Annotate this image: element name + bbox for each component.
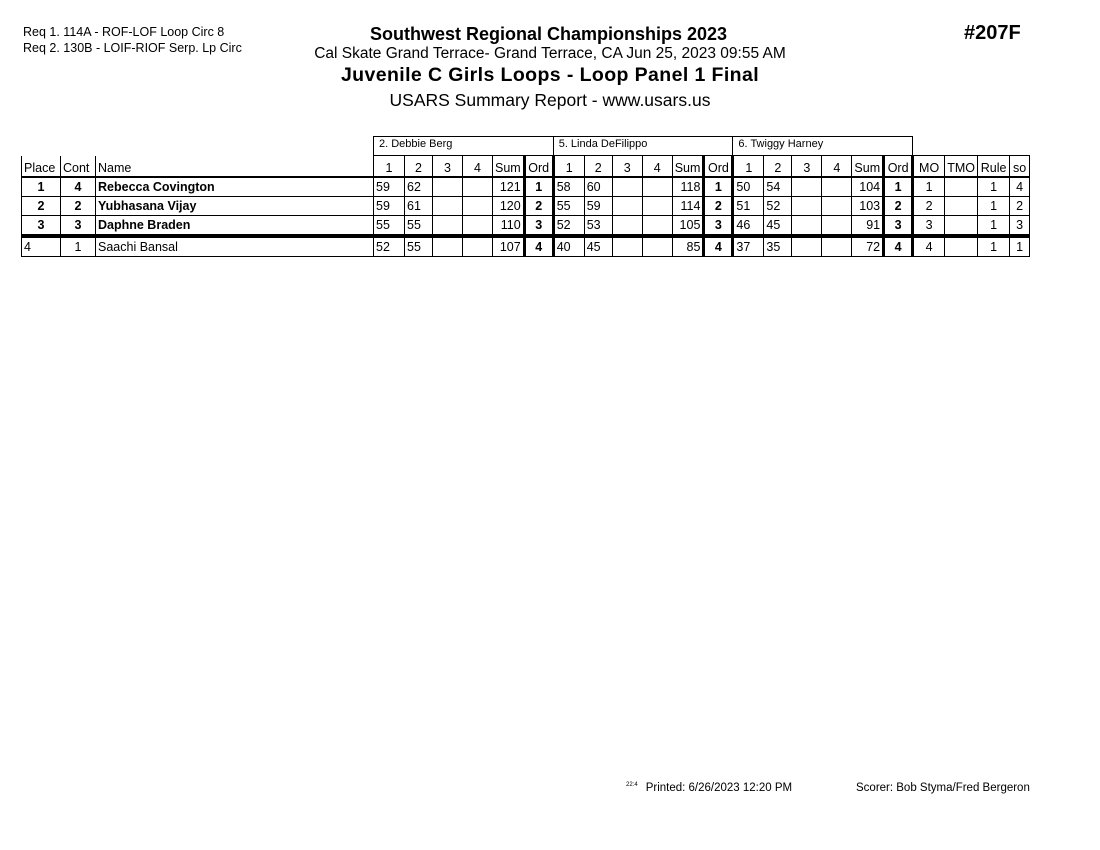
score-cell: [642, 236, 672, 257]
score-column-header: 2: [405, 156, 433, 178]
score-cell: 52: [374, 236, 405, 257]
score-column-header: 1: [733, 156, 764, 178]
score-cell: 55: [405, 236, 433, 257]
score-cell: 54: [764, 177, 792, 197]
ordinal-cell: 2: [704, 197, 733, 216]
name-header: Name: [96, 156, 374, 178]
ordinal-cell: 4: [524, 236, 553, 257]
sum-cell: 107: [493, 236, 525, 257]
tmo-cell: [945, 197, 978, 216]
report-subtitle: USARS Summary Report - www.usars.us: [389, 90, 711, 110]
score-cell: 60: [584, 177, 612, 197]
tail-column-header: so: [1010, 156, 1030, 178]
skater-name-cell: Yubhasana Vijay: [96, 197, 374, 216]
ordinal-cell: 4: [884, 236, 913, 257]
sum-cell: 121: [493, 177, 525, 197]
ordinal-cell: 1: [884, 177, 913, 197]
sum-cell: 118: [672, 177, 704, 197]
ordinal-cell: 2: [524, 197, 553, 216]
score-column-header: 4: [463, 156, 493, 178]
ordinal-cell: 1: [704, 177, 733, 197]
score-column-header: 1: [553, 156, 584, 178]
place-header: Place: [22, 156, 61, 178]
so-cell: 1: [1010, 236, 1030, 257]
score-cell: 50: [733, 177, 764, 197]
score-cell: 62: [405, 177, 433, 197]
judge-header-row: [22, 137, 1030, 156]
score-cell: [433, 216, 463, 237]
score-cell: 45: [764, 216, 792, 237]
score-cell: 35: [764, 236, 792, 257]
score-column-header: 2: [584, 156, 612, 178]
score-cell: [433, 236, 463, 257]
score-cell: 52: [553, 216, 584, 237]
score-cell: [642, 216, 672, 237]
rule-cell: 1: [978, 216, 1010, 237]
tmo-cell: [945, 216, 978, 237]
score-column-header: Sum: [852, 156, 884, 178]
so-cell: 3: [1010, 216, 1030, 237]
score-cell: [822, 216, 852, 237]
score-cell: [612, 236, 642, 257]
place-cell: 3: [22, 216, 61, 237]
table-row: [22, 236, 1030, 257]
requirement-1: Req 1. 114A - ROF-LOF Loop Circ 8: [23, 25, 225, 39]
mo-cell: 3: [913, 216, 945, 237]
score-cell: 53: [584, 216, 612, 237]
blank-cell: [913, 137, 1030, 156]
score-cell: [792, 236, 822, 257]
event-title: Juvenile C Girls Loops - Loop Panel 1 Final: [340, 64, 760, 86]
score-cell: 61: [405, 197, 433, 216]
score-column-header: 3: [612, 156, 642, 178]
score-cell: 51: [733, 197, 764, 216]
venue-line: Cal Skate Grand Terrace- Grand Terrace, CA Jun 25, 2023 09:55 AM: [314, 45, 786, 62]
score-cell: [433, 197, 463, 216]
score-cell: [792, 177, 822, 197]
blank-cell: [22, 137, 374, 156]
place-cell: 4: [22, 236, 61, 257]
score-cell: [433, 177, 463, 197]
ordinal-cell: 4: [704, 236, 733, 257]
score-cell: 37: [733, 236, 764, 257]
score-cell: [642, 197, 672, 216]
score-cell: 55: [553, 197, 584, 216]
score-column-header: 3: [792, 156, 822, 178]
rule-cell: 1: [978, 177, 1010, 197]
score-column-header: Sum: [672, 156, 704, 178]
sum-cell: 72: [852, 236, 884, 257]
score-column-header: Ord: [884, 156, 913, 178]
sum-cell: 114: [672, 197, 704, 216]
table-row: [22, 216, 1030, 237]
score-column-header: 2: [764, 156, 792, 178]
results-table: [21, 136, 1030, 257]
skater-name-cell: Rebecca Covington: [96, 177, 374, 197]
sum-cell: 110: [493, 216, 525, 237]
score-cell: [792, 197, 822, 216]
ordinal-cell: 3: [704, 216, 733, 237]
ordinal-cell: 3: [524, 216, 553, 237]
scorer-info: Scorer: Bob Styma/Fred Bergeron: [856, 782, 1030, 794]
score-column-header: 4: [822, 156, 852, 178]
report-code: 22:4: [626, 782, 638, 788]
score-cell: [612, 197, 642, 216]
printed-info: [626, 782, 792, 794]
cont-cell: 1: [61, 236, 96, 257]
sum-cell: 105: [672, 216, 704, 237]
mo-cell: 2: [913, 197, 945, 216]
score-column-header: 1: [374, 156, 405, 178]
score-cell: [642, 177, 672, 197]
mo-cell: 4: [913, 236, 945, 257]
sum-cell: 91: [852, 216, 884, 237]
score-cell: 45: [584, 236, 612, 257]
score-column-header: Sum: [493, 156, 525, 178]
score-cell: [463, 216, 493, 237]
judge-name: 5. Linda DeFilippo: [553, 137, 733, 156]
judge-name: 6. Twiggy Harney: [733, 137, 913, 156]
score-cell: [612, 216, 642, 237]
score-cell: [792, 216, 822, 237]
score-cell: 59: [374, 177, 405, 197]
table-row: [22, 197, 1030, 216]
score-column-header: Ord: [524, 156, 553, 178]
event-number: #207F: [964, 22, 1021, 44]
score-cell: [463, 197, 493, 216]
cont-cell: 3: [61, 216, 96, 237]
skater-name-cell: Daphne Braden: [96, 216, 374, 237]
score-column-header: 3: [433, 156, 463, 178]
score-cell: 59: [374, 197, 405, 216]
sum-cell: 103: [852, 197, 884, 216]
score-column-header: 4: [642, 156, 672, 178]
score-column-header: Ord: [704, 156, 733, 178]
sum-cell: 104: [852, 177, 884, 197]
table-row: [22, 177, 1030, 197]
skater-name-cell: Saachi Bansal: [96, 236, 374, 257]
ordinal-cell: 1: [524, 177, 553, 197]
score-cell: [612, 177, 642, 197]
cont-cell: 2: [61, 197, 96, 216]
ordinal-cell: 3: [884, 216, 913, 237]
sum-cell: 120: [493, 197, 525, 216]
score-cell: [463, 177, 493, 197]
ordinal-cell: 2: [884, 197, 913, 216]
score-cell: 55: [405, 216, 433, 237]
score-cell: 40: [553, 236, 584, 257]
judge-name: 2. Debbie Berg: [374, 137, 554, 156]
score-cell: [463, 236, 493, 257]
sum-cell: 85: [672, 236, 704, 257]
tmo-cell: [945, 177, 978, 197]
championship-title: Southwest Regional Championships 2023: [369, 24, 728, 44]
tail-column-header: MO: [913, 156, 945, 178]
score-cell: [822, 177, 852, 197]
tail-column-header: TMO: [945, 156, 978, 178]
score-cell: 55: [374, 216, 405, 237]
tmo-cell: [945, 236, 978, 257]
requirements-list: [23, 25, 242, 56]
score-cell: 46: [733, 216, 764, 237]
place-cell: 1: [22, 177, 61, 197]
column-header-row: [22, 156, 1030, 178]
tail-column-header: Rule: [978, 156, 1010, 178]
rule-cell: 1: [978, 236, 1010, 257]
so-cell: 2: [1010, 197, 1030, 216]
mo-cell: 1: [913, 177, 945, 197]
score-cell: 58: [553, 177, 584, 197]
report-header: [290, 23, 810, 111]
place-cell: 2: [22, 197, 61, 216]
requirement-2: Req 2. 130B - LOIF-RIOF Serp. Lp Circ: [23, 40, 242, 55]
score-cell: [822, 197, 852, 216]
cont-header: Cont: [61, 156, 96, 178]
score-cell: 52: [764, 197, 792, 216]
cont-cell: 4: [61, 177, 96, 197]
score-cell: 59: [584, 197, 612, 216]
so-cell: 4: [1010, 177, 1030, 197]
rule-cell: 1: [978, 197, 1010, 216]
printed-timestamp: Printed: 6/26/2023 12:20 PM: [645, 782, 793, 794]
score-cell: [822, 236, 852, 257]
